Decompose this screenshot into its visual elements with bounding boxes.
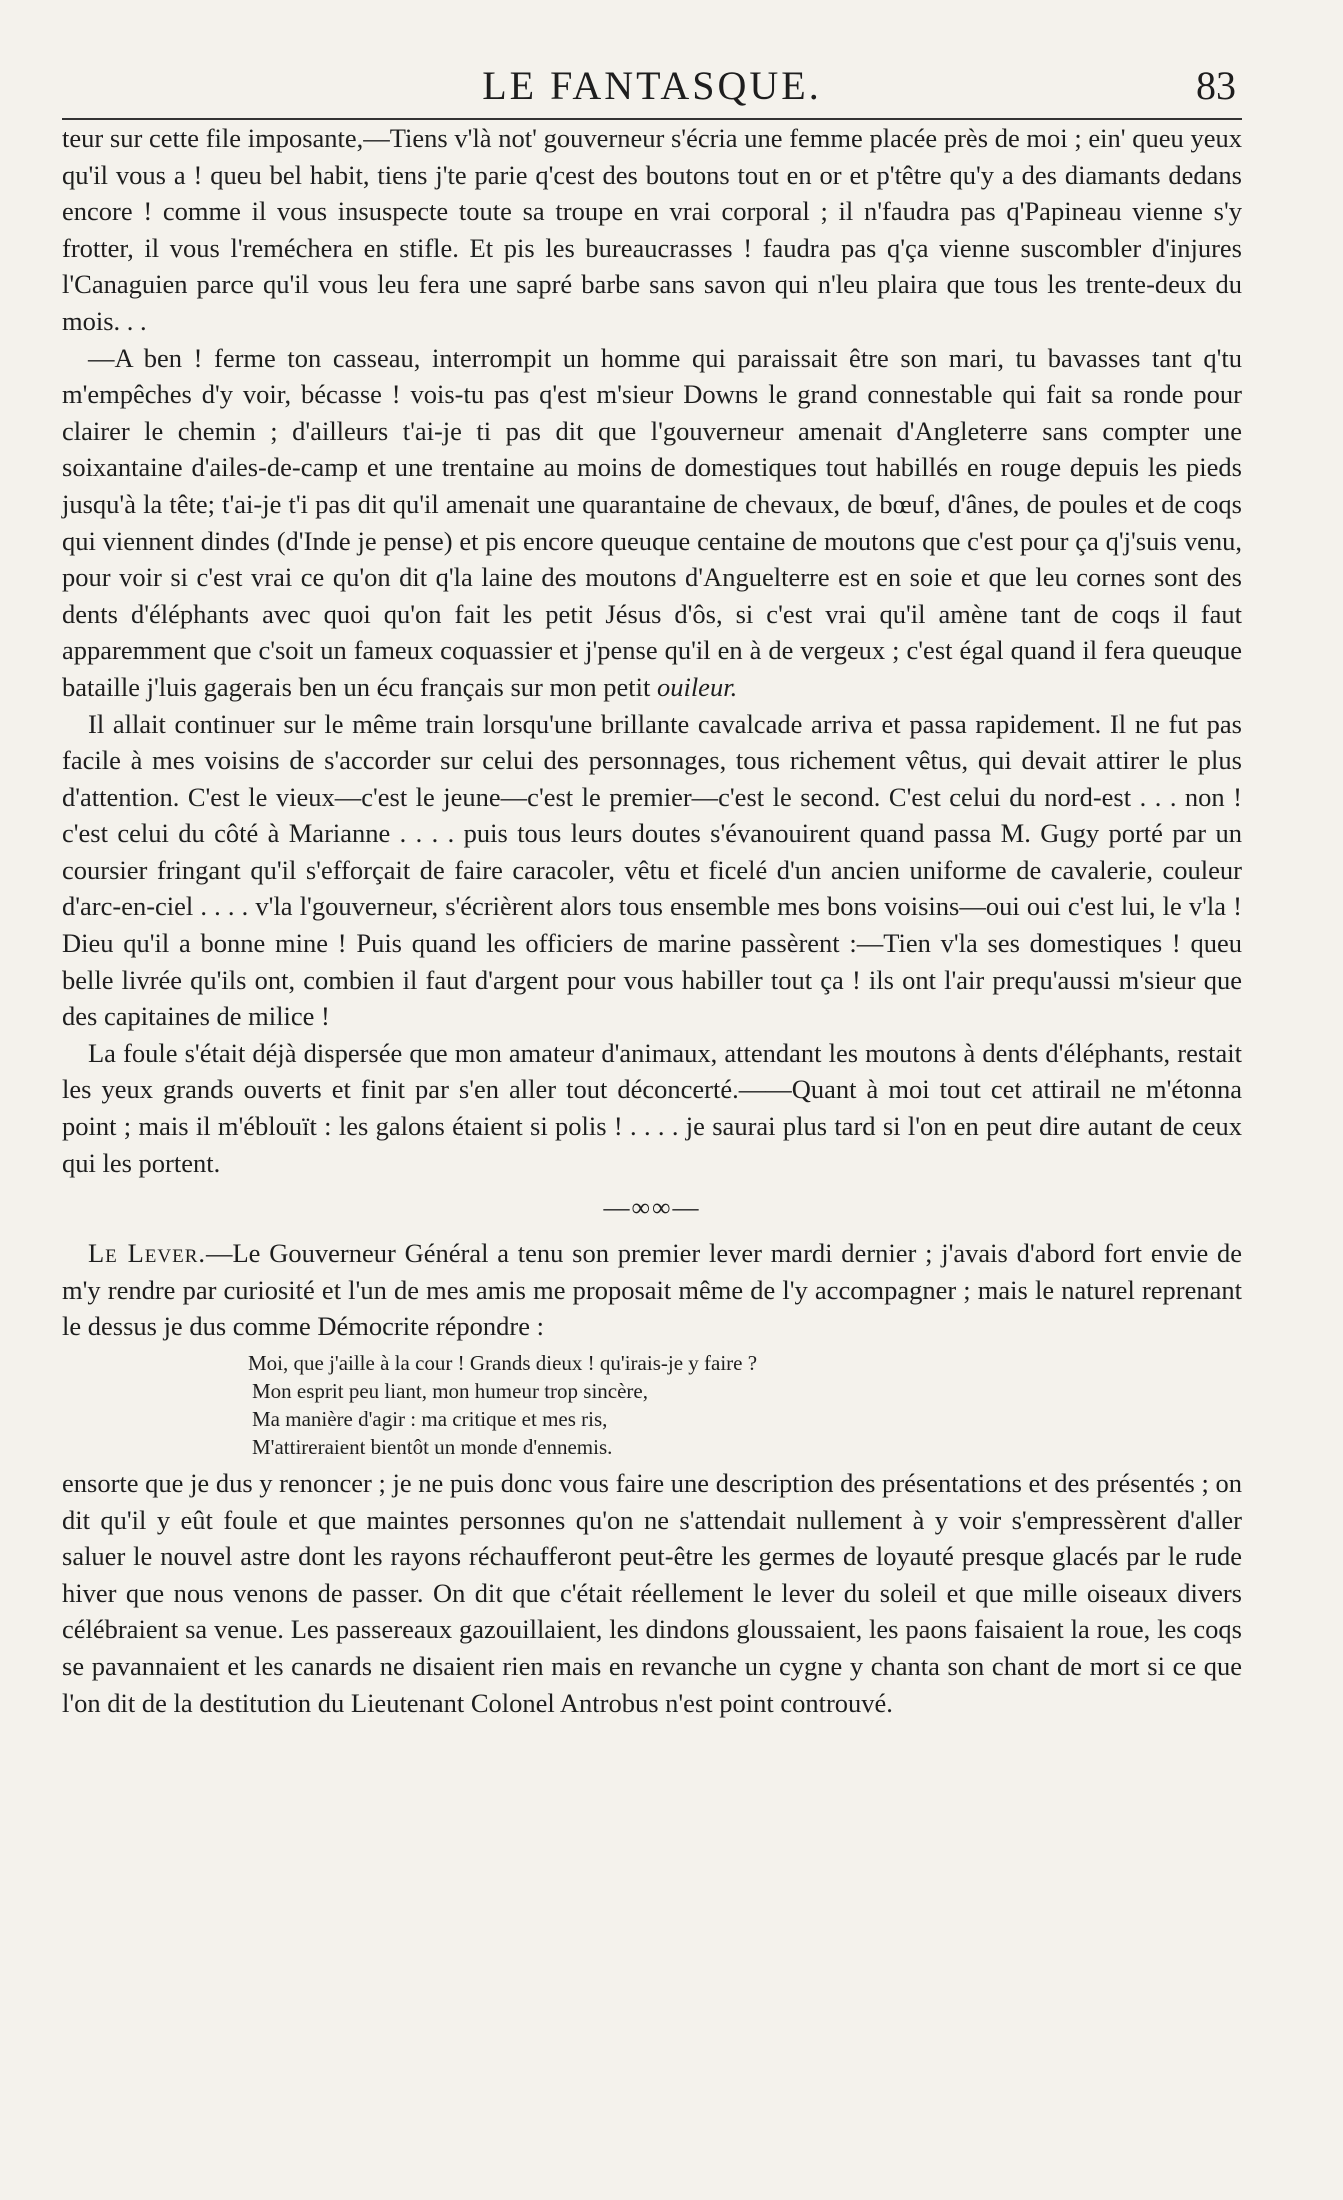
lever-paragraph-1 (62, 1235, 1242, 1345)
paragraph-2 (62, 340, 1242, 706)
newspaper-page (62, 52, 1242, 2162)
page-header (62, 52, 1242, 118)
paragraph-2-italic: ouileur. (656, 671, 738, 702)
page-number: 83 (1196, 63, 1236, 108)
verse-line-4: M'attireraient bientôt un monde d'ennemis. (252, 1435, 613, 1459)
paragraph-3: Il allait continuer sur le même train lorsqu'une brillante cavalcade arriva et passa rapidement. Il ne fut pas facile à mes voisins de s'accorder sur celui des personnages, tous richement vêtus, qui devait attirer le plus d'attention. C'est le vieux—c'est le jeune—c'est le premier—c'est le second. C'est celui du nord-est . . . non ! c'est celui du côté à Marianne . . . . puis tous leurs doutes s'évanouirent quand passa M. Gugy porté par un coursier fringant qu'il s'efforçait de faire caracoler, vêtu et ficelé d'un ancien uniforme de cavalerie, couleur d'arc-en-ciel . . . . v'la l'gouverneur, s'écrièrent alors tous ensemble mes bons voisins—oui oui c'est lui, le v'la ! Dieu qu'il a bonne mine ! Puis quand les officiers de marine passèrent :—Tien v'la ses domestiques ! queu belle livrée qu'ils ont, combien il faut d'argent pour vous habiller tout ça ! ils ont l'air prequ'aussi m'sieur que des capitaines de milice ! (62, 708, 1242, 1032)
paragraph-1: teur sur cette file imposante,—Tiens v'là not' gouverneur s'écria une femme placée près de moi ; ein' queu yeux qu'il vous a ! queu bel habit, tiens j'te parie q'cest des boutons tout en or et p'têtre qu'y a des diamants dedans encore ! comme il vous insuspecte toute sa troupe en vrai corporal ; il n'faudra pas q'Papineau vienne s'y frotter, il vous l'reméchera en stifle. Et pis les bureaucrasses ! faudra pas q'ça vienne suscombler d'injures l'Canaguien parce qu'il vous leu fera une sapré barbe sans savon qui n'leu plaira que tous les trente-deux du mois. . . (62, 123, 1242, 336)
paragraph-2-text: —A ben ! ferme ton casseau, interrompit un homme qui paraissait être son mari, tu bavasses tant q'tu m'empêches d'y voir, bécasse ! vois-tu pas q'est m'sieur Downs le grand connestable qui fait sa ronde pour clairer le chemin ; d'ailleurs t'ai-je ti pas dit que l'gouverneur amenait d'Angleterre sans compter une soixantaine d'ailes-de-camp et une trentaine au moins de domestiques tout habillés en rouge depuis les pieds jusqu'à la tête; t'ai-je t'i pas dit qu'il amenait une quarantaine de chevaux, de bœuf, d'ânes, de poules et de coqs qui viennent dindes (d'Inde je pense) et pis encore queuque centaine de moutons que c'est pour ça q'j'suis venu, pour voir si c'est vrai ce qu'on dit q'la laine des moutons d'Anguelterre est en soie et que leu cornes sont des dents d'éléphants avec quoi qu'on fait les petit Jésus d'ôs, si c'est vrai qu'il amène tant de coqs il faut apparemment que c'soit un fameux coquassier et j'pense qu'il en à de vergeux ; c'est égal quand il fera queuque bataille j'luis gagerais ben un écu français sur mon petit (62, 342, 1242, 702)
verse-line-2: Mon esprit peu liant, mon humeur trop sincère, (252, 1379, 648, 1403)
lever-heading: Le Lever. (88, 1238, 206, 1269)
lever-paragraph-1-text: —Le Gouverneur Général a tenu son premier lever mardi dernier ; j'avais d'abord fort envie de m'y rendre par curiosité et l'un de mes amis me proposait même de l'y accompagner ; mais le naturel reprenant le dessus je dus comme Démocrite répondre : (62, 1238, 1242, 1342)
journal-title: LE FANTASQUE. (482, 63, 822, 108)
verse-line-3: Ma manière d'agir : ma critique et mes ris, (252, 1407, 608, 1431)
article-body (62, 120, 1242, 1721)
verse-line-1: Moi, que j'aille à la cour ! Grands dieux ! qu'irais-je y faire ? (248, 1351, 758, 1375)
verse-quote (248, 1349, 1242, 1461)
paragraph-4: La foule s'était déjà dispersée que mon amateur d'animaux, attendant les moutons à dents d'éléphants, restait les yeux grands ouverts et finit par s'en aller tout déconcerté.——Quant à moi tout cet attirail ne m'étonna point ; mais il m'éblouït : les galons étaient si polis ! . . . . je saurai plus tard si l'on en peut dire autant de ceux qui les portent. (62, 1037, 1242, 1178)
lever-paragraph-2: ensorte que je dus y renoncer ; je ne puis donc vous faire une description des présentations et des présentés ; on dit qu'il y eût foule et que maintes personnes qu'on ne s'attendait nullement à y voir s'empressèrent d'aller saluer le nouvel astre dont les rayons réchaufferont peut-être les germes de loyauté presque glacés par le rude hiver que nous venons de passer. On dit que c'était réellement le lever du soleil et que mille oiseaux divers célébraient sa venue. Les passereaux gazouillaient, les dindons gloussaient, les paons faisaient la roue, les coqs se pavannaient et les canards ne disaient rien mais en revanche un cygne y chanta son chant de mort si ce que l'on dit de la destitution du Lieutenant Colonel Antrobus n'est point controuvé. (62, 1468, 1242, 1718)
section-ornament: —∞∞— (603, 1193, 701, 1223)
